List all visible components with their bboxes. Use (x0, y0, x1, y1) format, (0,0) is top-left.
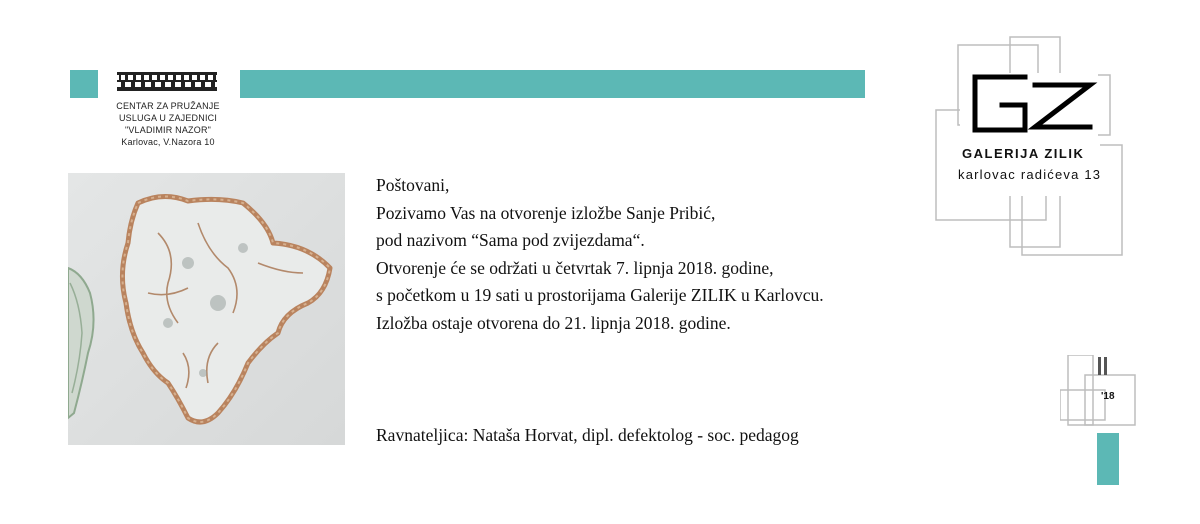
year-mark-label: '18 (1101, 391, 1115, 402)
gallery-name: GALERIJA ZILIK (962, 146, 1085, 161)
year-mark-icon (1060, 355, 1140, 485)
invitation-letter (376, 172, 936, 337)
letter-line: Izložba ostaje otvorena do 21. lipnja 2018. godine. (376, 312, 731, 333)
organization-line: Karlovac, V.Nazora 10 (121, 137, 215, 147)
letter-greeting: Poštovani, (376, 175, 450, 195)
letter-line: s početkom u 19 sati u prostorijama Galerije ZILIK u Karlovcu. (376, 285, 824, 305)
organization-line: CENTAR ZA PRUŽANJE (116, 101, 220, 111)
gallery-address: karlovac radićeva 13 (958, 167, 1102, 182)
letter-line: pod nazivom “Sama pod zvijezdama“. (376, 230, 645, 250)
teal-bar-decoration (240, 70, 865, 98)
letter-signature: Ravnateljica: Nataša Horvat, dipl. defektolog - soc. pedagog (376, 425, 799, 445)
organization-address (103, 100, 233, 148)
letter-line: Pozivamo Vas na otvorenje izložbe Sanje Pribić, (376, 202, 716, 223)
organization-line: USLUGA U ZAJEDNICI (118, 113, 218, 123)
organization-logo-icon (117, 70, 217, 94)
letter-line: Otvorenje će se održati u četvrtak 7. lipnja 2018. godine, (376, 257, 774, 278)
organization-line: "VLADIMIR NAZOR" (124, 125, 212, 135)
artwork-image (68, 173, 345, 445)
teal-square-decoration (70, 70, 98, 98)
